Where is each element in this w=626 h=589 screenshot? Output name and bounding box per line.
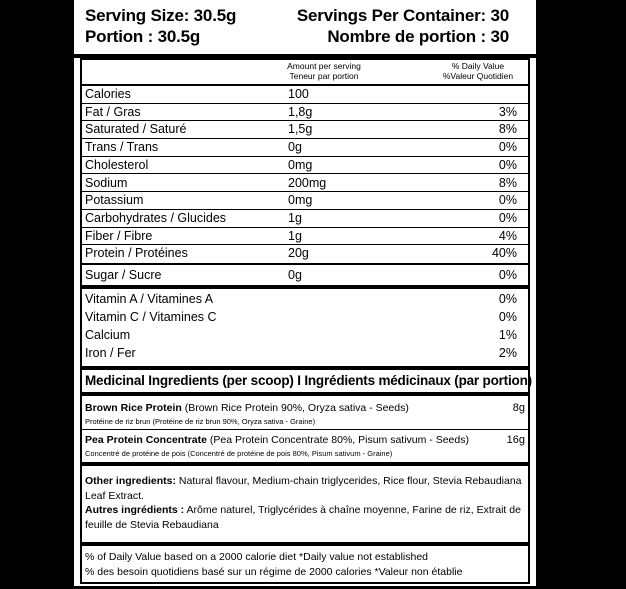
medicinal-title: Medicinal Ingredients (per scoop) I Ingrédients médicinaux (par portion) : — [85, 373, 540, 388]
nutrient-dv: 0% — [498, 210, 517, 225]
vitamin-row — [82, 326, 528, 344]
nutrient-amount: 0g — [288, 268, 302, 282]
nutrient-row — [82, 210, 528, 228]
nutrient-dv: 8% — [498, 175, 517, 190]
portion: Portion : 30.5g — [85, 27, 201, 46]
vitamin-name: Vitamin C / Vitamines C — [85, 310, 217, 324]
vitamin-dv: 0% — [498, 292, 517, 306]
nutrient-row — [82, 104, 528, 122]
ingredient-detail: (Brown Rice Protein 90%, Oryza sativa - Seeds) — [181, 402, 409, 414]
footer-en: % of Daily Value based on a 2000 calorie diet *Daily value not established — [85, 551, 429, 563]
vitamin-dv: 1% — [498, 328, 517, 342]
nutrient-amount: 0g — [288, 140, 302, 155]
medicinal-item-1-fr: Protéine de riz brun (Protéine de riz brun 90%, Oryza sativa - Graine) — [85, 417, 316, 426]
other-ingredients-en — [85, 474, 525, 503]
dv-header-fr: %Valeur Quotidien — [442, 71, 514, 81]
vitamin-row — [82, 344, 528, 362]
nutrient-name: Potassium — [85, 193, 144, 208]
vitamin-name: Iron / Fer — [85, 346, 136, 360]
nutrient-name: Calories — [85, 87, 131, 101]
nutrient-row — [82, 192, 528, 210]
medicinal-item-2 — [85, 434, 469, 447]
nutrient-amount: 100 — [288, 87, 309, 101]
nutrient-name: Fiber / Fibre — [85, 228, 153, 243]
nombre-de-portion: Nombre de portion : 30 — [327, 27, 509, 46]
ingredient-detail: (Pea Protein Concentrate 80%, Pisum sativum - Seeds) — [206, 434, 469, 446]
nutrient-amount: 1,5g — [288, 122, 313, 137]
nutrient-amount: 20g — [288, 246, 309, 261]
servings-per-container: Servings Per Container: 30 — [296, 6, 509, 25]
footer-fr: % des besoin quotidiens basé sur un régime de 2000 calories *Valeur non établie — [85, 566, 463, 578]
medicinal-title-divider — [82, 392, 528, 396]
nutrient-amount: 0mg — [288, 157, 313, 172]
dv-header-en: % Daily Value — [451, 61, 505, 71]
nutrient-name: Cholesterol — [85, 157, 149, 172]
other-text-fr: Arôme naturel, Triglycérides à chaîne moyenne, Farine de riz, Extrait de feuille de Stevia Rebaudiana — [85, 504, 521, 531]
nutrient-row — [82, 86, 528, 104]
vitamin-row — [82, 290, 528, 308]
nutrient-row — [82, 139, 528, 157]
nutrient-name: Saturated / Saturé — [85, 122, 187, 137]
nutrient-amount: 1g — [288, 228, 302, 243]
nutrient-row — [82, 228, 528, 246]
medicinal-item-1-amount: 8g — [512, 402, 525, 414]
nutrient-row — [82, 157, 528, 175]
serving-size: Serving Size: 30.5g — [85, 6, 237, 25]
nutrient-dv: 3% — [498, 104, 517, 119]
nutrient-row — [82, 175, 528, 193]
vitamin-name: Vitamin A / Vitamines A — [85, 292, 214, 306]
nutrient-amount: 200mg — [288, 175, 327, 190]
other-ingredients-fr — [85, 503, 525, 532]
sugar-divider — [82, 285, 528, 289]
nutrient-name: Sugar / Sucre — [85, 268, 162, 282]
nutrient-name: Fat / Gras — [85, 104, 141, 119]
nutrient-name: Sodium — [85, 175, 128, 190]
vitamin-dv: 0% — [498, 310, 517, 324]
nutrient-row-sugar — [82, 265, 528, 285]
nutrient-amount: 1,8g — [288, 104, 313, 119]
amount-column-header — [244, 61, 404, 81]
nutrient-dv: 8% — [498, 122, 517, 137]
other-text-en: Natural flavour, Medium-chain triglycerides, Rice flour, Stevia Rebaudiana Leaf Extract. — [85, 475, 522, 502]
nutrient-amount: 0mg — [288, 193, 313, 208]
medicinal-item-divider — [82, 429, 528, 430]
other-label-en: Other ingredients: — [85, 475, 177, 487]
nutrient-row — [82, 121, 528, 139]
nutrient-dv: 40% — [491, 246, 517, 261]
nutrient-dv: 4% — [498, 228, 517, 243]
nutrient-amount: 1g — [288, 210, 302, 225]
medicinal-item-2-amount: 16g — [506, 434, 525, 446]
nutrient-name: Trans / Trans — [85, 140, 159, 155]
nutrient-row — [82, 245, 528, 263]
nutrient-dv: 0% — [498, 157, 517, 172]
amount-header-fr: Teneur par portion — [289, 71, 359, 81]
ingredient-name: Pea Protein Concentrate — [85, 434, 207, 446]
nutrient-dv: 0% — [498, 268, 517, 282]
vitamin-row — [82, 308, 528, 326]
nutrient-dv: 0% — [498, 140, 517, 155]
medicinal-item-1 — [85, 402, 409, 415]
amount-header-en: Amount per serving — [287, 61, 361, 71]
other-ingredients — [85, 474, 525, 532]
medicinal-item-2-fr: Concentré de protéine de pois (Concentré de protéine de pois 80%, Pisum sativum - Graine) — [85, 449, 393, 458]
nutrient-name: Carbohydrates / Glucides — [85, 210, 227, 225]
ingredient-name: Brown Rice Protein — [85, 402, 182, 414]
vitamin-name: Calcium — [85, 328, 131, 342]
vitamin-dv: 2% — [498, 346, 517, 360]
nutrient-dv: 0% — [498, 193, 517, 208]
nutrient-name: Protein / Protéines — [85, 246, 188, 261]
other-label-fr: Autres ingrédients : — [85, 504, 185, 516]
dv-column-header — [430, 61, 526, 81]
